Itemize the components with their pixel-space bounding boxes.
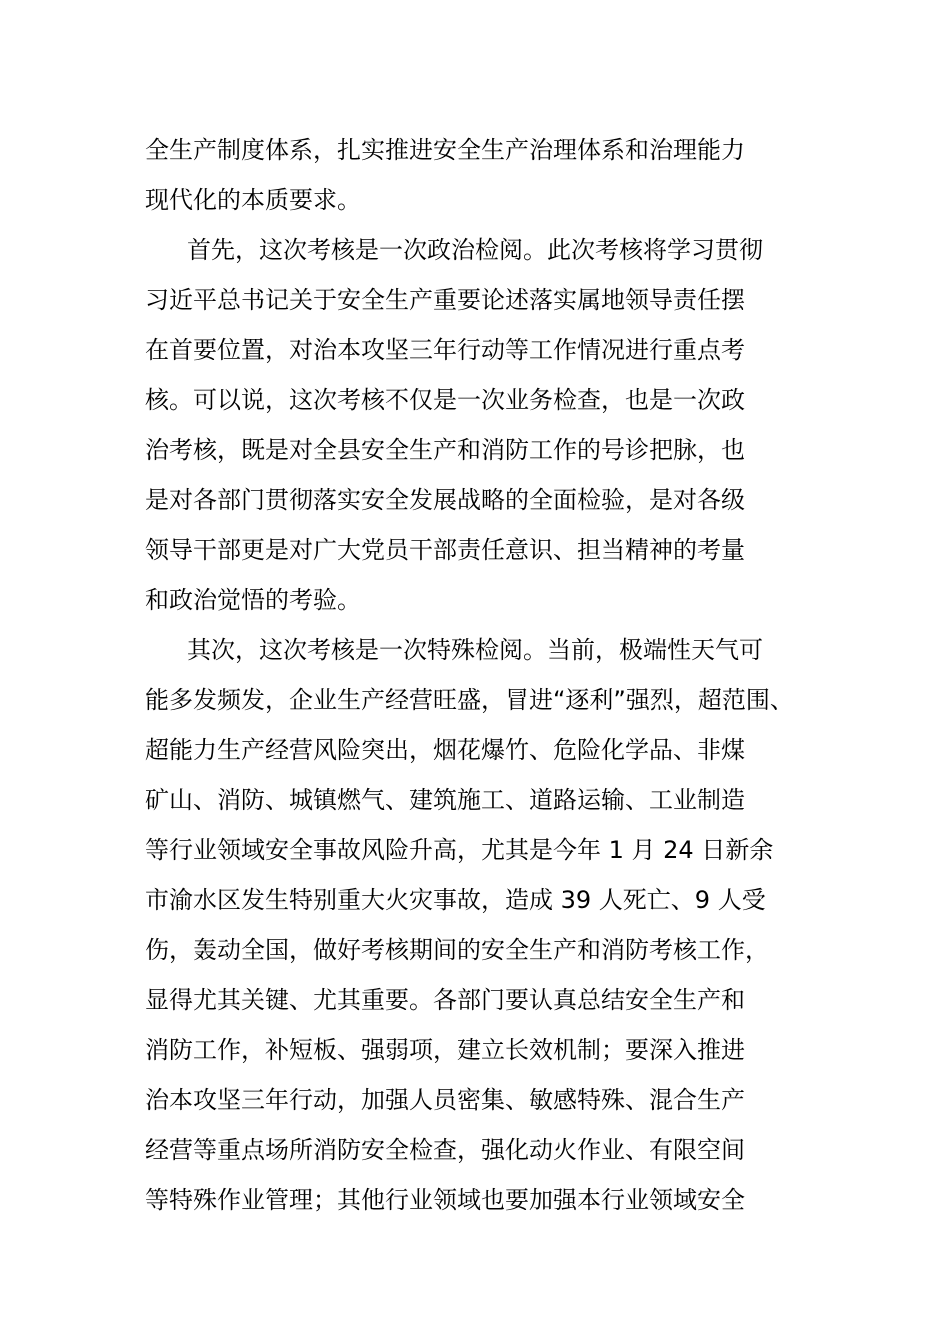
text-line: 核。可以说，这次考核不仅是一次业务检查，也是一次政 xyxy=(145,386,745,414)
text-line: 矿山、消防、城镇燃气、建筑施工、道路运输、工业制造 xyxy=(145,786,745,814)
text-line: 习近平总书记关于安全生产重要论述落实属地领导责任摆 xyxy=(145,286,745,314)
text-line: 能多发频发，企业生产经营旺盛，冒进“逐利”强烈，超范围、 xyxy=(145,686,794,714)
text-line: 现代化的本质要求。 xyxy=(145,186,361,214)
text-line: 显得尤其关键、尤其重要。各部门要认真总结安全生产和 xyxy=(145,986,745,1014)
text-line: 市渝水区发生特别重大火灾事故，造成 39 人死亡、9 人受 xyxy=(145,886,766,914)
text-line: 等特殊作业管理；其他行业领域也要加强本行业领域安全 xyxy=(145,1186,745,1214)
text-line: 消防工作，补短板、强弱项，建立长效机制；要深入推进 xyxy=(145,1036,745,1064)
text-line: 领导干部更是对广大党员干部责任意识、担当精神的考量 xyxy=(145,536,745,564)
paragraph-first-line: 首先，这次考核是一次政治检阅。此次考核将学习贯彻 xyxy=(187,236,763,264)
text-line: 是对各部门贯彻落实安全发展战略的全面检验，是对各级 xyxy=(145,486,745,514)
text-line: 等行业领域安全事故风险升高，尤其是今年 1 月 24 日新余 xyxy=(145,836,774,864)
text-line: 伤，轰动全国，做好考核期间的安全生产和消防考核工作， xyxy=(145,936,769,964)
text-line: 治考核，既是对全县安全生产和消防工作的号诊把脉，也 xyxy=(145,436,745,464)
text-line: 全生产制度体系，扎实推进安全生产治理体系和治理能力 xyxy=(145,136,745,164)
text-line: 超能力生产经营风险突出，烟花爆竹、危险化学品、非煤 xyxy=(145,736,745,764)
document-body xyxy=(145,125,825,1225)
paragraph-first-line: 其次，这次考核是一次特殊检阅。当前，极端性天气可 xyxy=(187,636,763,664)
text-line: 和政治觉悟的考验。 xyxy=(145,586,361,614)
text-line: 经营等重点场所消防安全检查，强化动火作业、有限空间 xyxy=(145,1136,745,1164)
text-line: 治本攻坚三年行动，加强人员密集、敏感特殊、混合生产 xyxy=(145,1086,745,1114)
text-line: 在首要位置，对治本攻坚三年行动等工作情况进行重点考 xyxy=(145,336,745,364)
